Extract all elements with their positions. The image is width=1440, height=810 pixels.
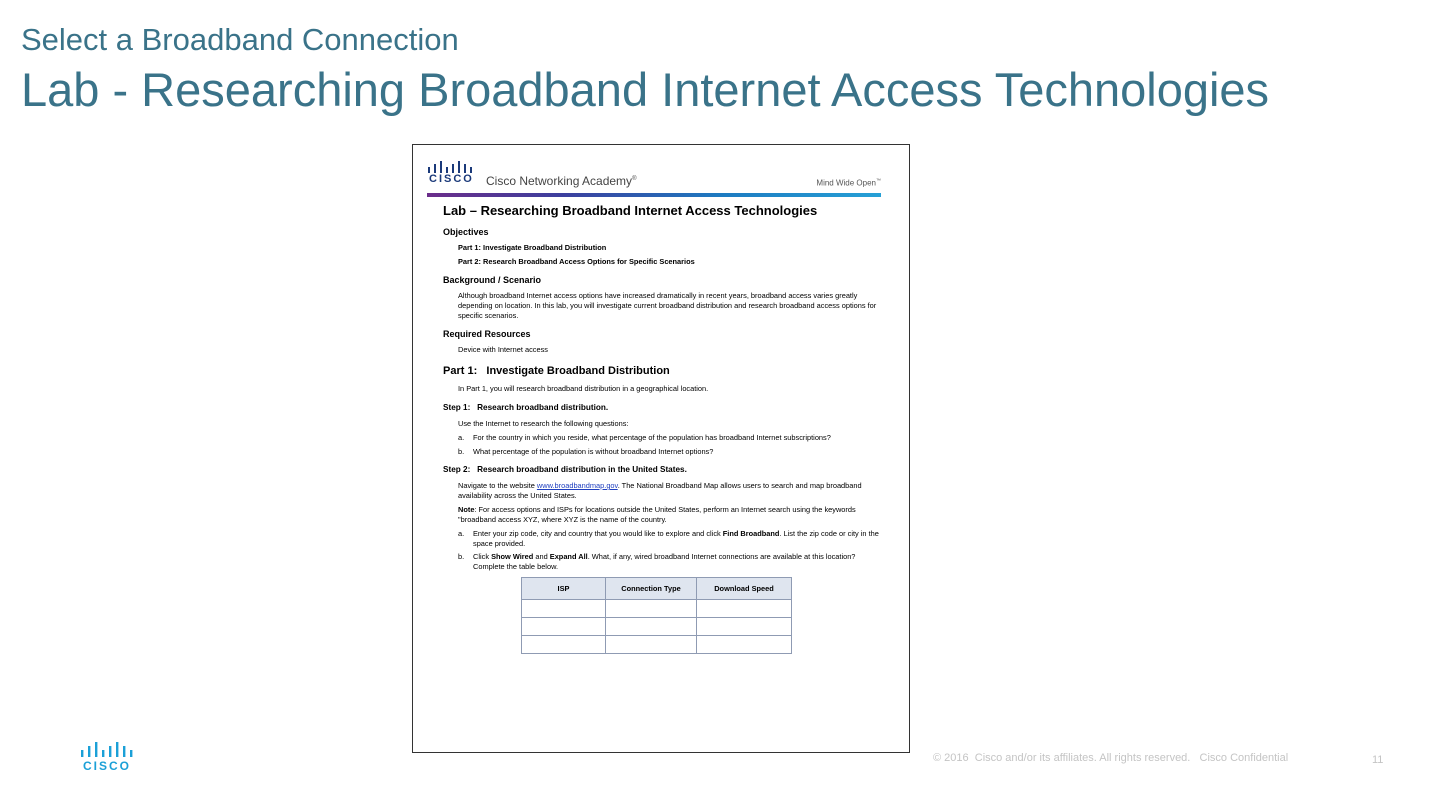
step1-heading: Step 1: Research broadband distribution. bbox=[443, 403, 609, 412]
cisco-bars-icon bbox=[80, 742, 136, 758]
step1-text: Use the Internet to research the following questions: bbox=[458, 419, 629, 428]
footer-logo bbox=[80, 742, 136, 774]
cisco-wordmark: CISCO bbox=[429, 173, 474, 185]
note-text: Note: For access options and ISPs for locations outside the United States, perform an Internet search using the keywords "broadband access XYZ, where XYZ is the name of the country. bbox=[458, 505, 856, 524]
column-header-download-speed: Download Speed bbox=[697, 578, 792, 600]
lab-title: Lab – Researching Broadband Internet Access Technologies bbox=[443, 203, 818, 218]
slide-subtitle: Select a Broadband Connection bbox=[21, 22, 459, 57]
trademark-mark: ™ bbox=[876, 178, 881, 184]
tagline: Mind Wide Open™ bbox=[816, 178, 881, 188]
objective-item: Part 1: Investigate Broadband Distribution bbox=[458, 243, 607, 252]
objectives-heading: Objectives bbox=[443, 227, 489, 237]
table-cell bbox=[697, 600, 792, 618]
table-cell bbox=[606, 636, 697, 654]
broadbandmap-link[interactable]: www.broadbandmap.gov bbox=[536, 481, 618, 490]
table-header-row bbox=[522, 578, 792, 600]
table-cell bbox=[697, 636, 792, 654]
footer-logo-text: CISCO bbox=[83, 759, 132, 773]
objective-item: Part 2: Research Broadband Access Options for Specific Scenarios bbox=[458, 257, 695, 266]
step2-heading: Step 2: Research broadband distribution in the United States. bbox=[443, 465, 687, 474]
table-cell bbox=[606, 618, 697, 636]
table-row bbox=[522, 600, 792, 618]
document-body bbox=[443, 203, 883, 654]
cisco-logo-icon bbox=[427, 161, 475, 173]
page-number: 11 bbox=[1372, 754, 1384, 766]
slide-title: Lab - Researching Broadband Internet Access Technologies bbox=[21, 63, 1270, 116]
academy-name: Cisco Networking Academy® bbox=[486, 174, 637, 188]
part1-heading: Part 1: Investigate Broadband Distribution bbox=[443, 365, 670, 377]
resources-heading: Required Resources bbox=[443, 329, 531, 339]
table-cell bbox=[606, 600, 697, 618]
part1-text: In Part 1, you will research broadband distribution in a geographical location. bbox=[458, 384, 709, 393]
column-header-connection-type: Connection Type bbox=[606, 578, 697, 600]
background-heading: Background / Scenario bbox=[443, 275, 542, 285]
list-item: a. Enter your zip code, city and country that you would like to explore and click Find Broadband. List the zip code or city in the space provided. bbox=[458, 529, 879, 548]
registered-mark: ® bbox=[632, 176, 637, 182]
table-cell bbox=[522, 600, 606, 618]
column-header-isp: ISP bbox=[522, 578, 606, 600]
header-divider bbox=[427, 193, 881, 197]
list-item: b. What percentage of the population is without broadband Internet options? bbox=[458, 446, 714, 456]
table-cell bbox=[697, 618, 792, 636]
lab-document-preview bbox=[412, 144, 910, 753]
copyright-notice: © 2016 Cisco and/or its affiliates. All rights reserved. Cisco Confidential bbox=[933, 752, 1289, 764]
isp-table bbox=[521, 577, 792, 654]
step2-text: Navigate to the website www.broadbandmap.gov. The National Broadband Map allows users to search and map broadband availability across the United States. bbox=[458, 481, 862, 500]
resources-text: Device with Internet access bbox=[458, 345, 548, 354]
list-item: a. For the country in which you reside, what percentage of the population has broadband Internet subscriptions? bbox=[458, 433, 831, 442]
table-row bbox=[522, 618, 792, 636]
table-cell bbox=[522, 636, 606, 654]
background-text: Although broadband Internet access options have increased dramatically in recent years, broadband access varies greatly depending on location. In this lab, you will investigate current broadband distribution and research broadband access options for specific scenarios. bbox=[458, 291, 877, 320]
list-item: b. Click Show Wired and Expand All. What, if any, wired broadband Internet connections are available at this location? Complete the table below. bbox=[458, 552, 856, 571]
table-row bbox=[522, 636, 792, 654]
table-cell bbox=[522, 618, 606, 636]
